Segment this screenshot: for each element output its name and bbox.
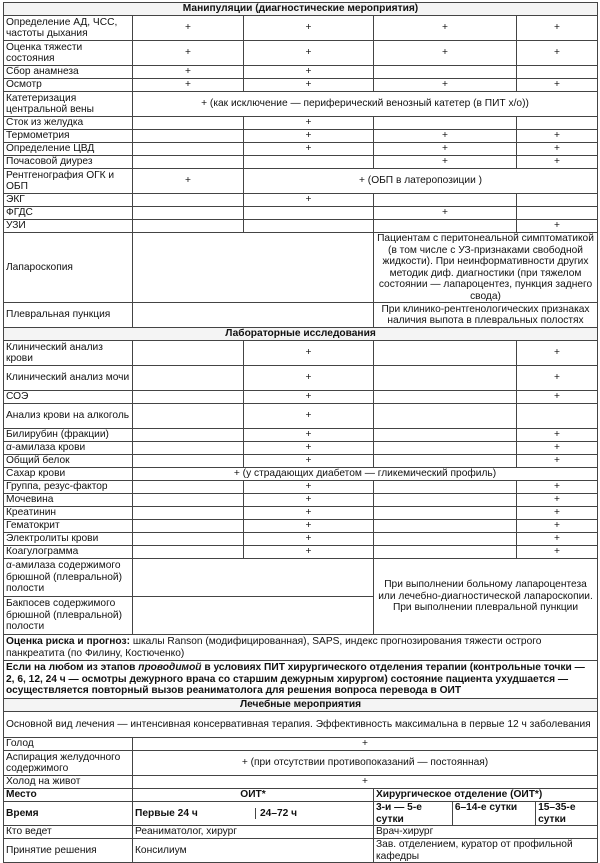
lab-row-name: Клинический анализ крови bbox=[4, 341, 133, 366]
manipulations-cell bbox=[517, 207, 598, 220]
lab-cell: + bbox=[244, 533, 374, 546]
lab-cell bbox=[374, 455, 517, 468]
lab-row bbox=[4, 442, 598, 455]
treatment-main: Основной вид лечения — интенсивная консервативная терапия. Эффективность максимальна в первые 12 ч заболевания bbox=[4, 712, 598, 738]
lab-cell bbox=[133, 481, 244, 494]
manipulations-row-name: Почасовой диурез bbox=[4, 156, 133, 169]
lab-cell bbox=[517, 404, 598, 429]
manipulations-row-name: Лапароскопия bbox=[4, 233, 133, 303]
manipulations-row bbox=[4, 169, 598, 194]
manipulations-cell bbox=[133, 117, 244, 130]
manipulations-cell bbox=[133, 194, 244, 207]
lab-row-name: Бакпосев содержимого брюшной (плевральной) полости bbox=[4, 597, 133, 635]
manipulations-cell: + bbox=[374, 143, 517, 156]
lab-cell bbox=[133, 533, 244, 546]
manipulations-row-name: Оценка тяжести состояния bbox=[4, 41, 133, 66]
footer-decision-surg: Зав. отделением, куратор от профильной кафедры bbox=[374, 839, 598, 863]
manipulations-row bbox=[4, 233, 598, 303]
risk-assessment bbox=[4, 635, 598, 661]
manipulations-cell bbox=[517, 194, 598, 207]
manipulations-cell bbox=[133, 156, 244, 169]
manipulations-row bbox=[4, 79, 598, 92]
manipulations-row-name: Термометрия bbox=[4, 130, 133, 143]
manipulations-row-name: УЗИ bbox=[4, 220, 133, 233]
lab-row bbox=[4, 468, 598, 481]
footer-time-3: 3-и — 5-е сутки bbox=[374, 802, 453, 825]
lab-row bbox=[4, 520, 598, 533]
lab-cell: + bbox=[244, 494, 374, 507]
lab-cell: + bbox=[517, 429, 598, 442]
manipulations-cell: + bbox=[244, 79, 374, 92]
manipulations-cell bbox=[374, 66, 517, 79]
lab-cell: + bbox=[517, 481, 598, 494]
treatment-row-name: Аспирация желудочного содержимого bbox=[4, 751, 133, 776]
section-header-treatment: Лечебные мероприятия bbox=[4, 699, 598, 712]
lab-cell: + bbox=[517, 366, 598, 391]
lab-cell bbox=[133, 366, 244, 391]
lab-cell bbox=[374, 429, 517, 442]
lab-cell: + bbox=[244, 520, 374, 533]
warning-note bbox=[4, 661, 598, 699]
manipulations-row bbox=[4, 220, 598, 233]
lab-row-name: Гематокрит bbox=[4, 520, 133, 533]
manipulations-cell-empty bbox=[133, 303, 374, 328]
lab-cell bbox=[133, 341, 244, 366]
lab-cell bbox=[133, 391, 244, 404]
lab-cell bbox=[374, 533, 517, 546]
manipulations-cell bbox=[374, 194, 517, 207]
treatment-row bbox=[4, 776, 598, 789]
manipulations-cell: + bbox=[517, 130, 598, 143]
lab-cell bbox=[133, 494, 244, 507]
lab-cell: + bbox=[244, 507, 374, 520]
lab-row-name: Клинический анализ мочи bbox=[4, 366, 133, 391]
lab-row bbox=[4, 533, 598, 546]
manipulations-row-name: Осмотр bbox=[4, 79, 133, 92]
manipulations-row-name: Катетеризация центральной вены bbox=[4, 92, 133, 117]
manipulations-row-span-value: + (как исключение — периферический венозный катетер (в ПИТ х/о)) bbox=[133, 92, 598, 117]
manipulations-row-name: Плевральная пункция bbox=[4, 303, 133, 328]
lab-row bbox=[4, 494, 598, 507]
manipulations-cell bbox=[133, 220, 244, 233]
manipulations-cell: + bbox=[244, 117, 374, 130]
lab-cell bbox=[374, 391, 517, 404]
manipulations-cell: + bbox=[374, 130, 517, 143]
manipulations-cell: + bbox=[374, 41, 517, 66]
lab-row-empty bbox=[133, 559, 374, 597]
lab-cell bbox=[374, 507, 517, 520]
lab-cell: + bbox=[517, 341, 598, 366]
treatment-row-value: + bbox=[133, 738, 598, 751]
lab-cell: + bbox=[517, 494, 598, 507]
footer-decision-oit: Консилиум bbox=[133, 839, 374, 863]
manipulations-cell bbox=[133, 143, 244, 156]
treatment-row-value: + bbox=[133, 776, 598, 789]
manipulations-cell: + bbox=[517, 79, 598, 92]
lab-cell: + bbox=[244, 546, 374, 559]
manipulations-cell: + bbox=[517, 16, 598, 41]
manipulations-cell: + bbox=[517, 143, 598, 156]
lab-extra-note: При выполнении больному лапароцентеза или лечебно-диагностической лапароскопии. При выполнении плевральной пункции bbox=[374, 559, 598, 635]
footer-decision-label: Принятие решения bbox=[4, 839, 133, 863]
lab-row-name: Билирубин (фракции) bbox=[4, 429, 133, 442]
manipulations-cell: + bbox=[374, 207, 517, 220]
manipulations-cell bbox=[133, 130, 244, 143]
footer-time-4: 6–14-е сутки bbox=[453, 802, 536, 825]
manipulations-row-span-value: При клинико-рентгенологических признаках наличия выпота в плевральных полостях bbox=[374, 303, 598, 328]
manipulations-cell: + bbox=[133, 41, 244, 66]
warning-part3: в условиях ПИТ хирургического отделения терапии (контрольные точки — 2, 6, 12, 24 ч — осмотры дежурного врача со старшим дежурным хирургом) состояние пациента ухудшается — осуществляется повторный вызов реаниматолога для решения вопроса перевода в ОИТ bbox=[6, 662, 585, 697]
manipulations-cell: + bbox=[374, 79, 517, 92]
footer-place-label: Место bbox=[4, 789, 133, 802]
manipulations-row bbox=[4, 303, 598, 328]
lab-cell bbox=[133, 404, 244, 429]
lab-cell bbox=[133, 455, 244, 468]
manipulations-cell: + bbox=[244, 41, 374, 66]
lab-cell: + bbox=[244, 341, 374, 366]
lab-row bbox=[4, 341, 598, 366]
lab-row-name: Коагулограмма bbox=[4, 546, 133, 559]
lab-row bbox=[4, 546, 598, 559]
manipulations-cell: + bbox=[244, 143, 374, 156]
lab-cell: + bbox=[244, 366, 374, 391]
manipulations-row bbox=[4, 143, 598, 156]
footer-who-oit: Реаниматолог, хирург bbox=[133, 826, 374, 839]
footer-who-surg: Врач-хирург bbox=[374, 826, 598, 839]
manipulations-cell bbox=[374, 220, 517, 233]
lab-row-name: СОЭ bbox=[4, 391, 133, 404]
manipulations-row-span-value: Пациентам с перитонеальной симптоматикой (в том числе с УЗ-признаками свободной жидкости). При неинформативности других методик диф. диагностики (при тяжелом состоянии — лапароцентез, пункция заднего свода) bbox=[374, 233, 598, 303]
manipulations-cell bbox=[517, 66, 598, 79]
manipulations-row bbox=[4, 156, 598, 169]
manipulations-cell: + bbox=[133, 169, 244, 194]
lab-cell: + bbox=[517, 455, 598, 468]
lab-cell: + bbox=[244, 455, 374, 468]
lab-cell: + bbox=[244, 429, 374, 442]
manipulations-cell bbox=[244, 220, 374, 233]
footer-oit: ОИТ* bbox=[133, 789, 374, 802]
manipulations-row-name: Определение ЦВД bbox=[4, 143, 133, 156]
section-header-manipulations: Манипуляции (диагностические мероприятия) bbox=[4, 3, 598, 16]
lab-cell: + bbox=[244, 391, 374, 404]
lab-cell: + bbox=[517, 507, 598, 520]
protocol-table bbox=[3, 2, 598, 863]
risk-label: Оценка риска и прогноз: bbox=[6, 636, 130, 647]
lab-cell: + bbox=[244, 404, 374, 429]
lab-row bbox=[4, 391, 598, 404]
manipulations-cell bbox=[374, 117, 517, 130]
lab-row bbox=[4, 366, 598, 391]
treatment-row-name: Холод на живот bbox=[4, 776, 133, 789]
lab-cell bbox=[374, 404, 517, 429]
section-header-lab: Лабораторные исследования bbox=[4, 328, 598, 341]
footer-time-1: Первые 24 ч bbox=[133, 808, 256, 820]
risk-text: шкалы Ranson (модифицированная), SAPS, индекс прогнозирования тяжести острого панкреатита (по Филину, Костюченко) bbox=[6, 636, 542, 659]
manipulations-cell bbox=[517, 117, 598, 130]
lab-row-name: α-амилаза крови bbox=[4, 442, 133, 455]
lab-cell bbox=[374, 494, 517, 507]
lab-cell: + bbox=[244, 481, 374, 494]
manipulations-row bbox=[4, 16, 598, 41]
manipulations-cell: + bbox=[374, 16, 517, 41]
treatment-row bbox=[4, 751, 598, 776]
lab-cell bbox=[133, 442, 244, 455]
lab-row-name: Креатинин bbox=[4, 507, 133, 520]
manipulations-row bbox=[4, 207, 598, 220]
manipulations-cell: + bbox=[517, 156, 598, 169]
warning-part1: Если на любом из этапов bbox=[6, 662, 139, 674]
manipulations-row-name: Сток из желудка bbox=[4, 117, 133, 130]
lab-row-name: Группа, резус-фактор bbox=[4, 481, 133, 494]
manipulations-cell: + bbox=[244, 16, 374, 41]
treatment-row bbox=[4, 738, 598, 751]
manipulations-row bbox=[4, 92, 598, 117]
lab-cell: + bbox=[517, 546, 598, 559]
lab-cell bbox=[133, 429, 244, 442]
warning-part2: проводимой bbox=[138, 662, 202, 674]
lab-cell: + bbox=[517, 391, 598, 404]
lab-row-name: Электролиты крови bbox=[4, 533, 133, 546]
lab-row bbox=[4, 455, 598, 468]
manipulations-cell: + bbox=[244, 194, 374, 207]
manipulations-cell bbox=[133, 207, 244, 220]
manipulations-row bbox=[4, 66, 598, 79]
lab-row-name: Сахар крови bbox=[4, 468, 133, 481]
manipulations-row bbox=[4, 41, 598, 66]
lab-cell bbox=[133, 546, 244, 559]
lab-cell bbox=[133, 507, 244, 520]
footer-time-label: Время bbox=[4, 802, 133, 826]
footer-time-5: 15–35-е сутки bbox=[538, 802, 576, 825]
manipulations-cell bbox=[244, 207, 374, 220]
manipulations-row-name: Определение АД, ЧСС, частоты дыхания bbox=[4, 16, 133, 41]
manipulations-cell: + bbox=[374, 156, 517, 169]
lab-cell bbox=[374, 366, 517, 391]
manipulations-cell-empty bbox=[133, 233, 374, 303]
manipulations-cell: + bbox=[244, 66, 374, 79]
lab-cell bbox=[374, 341, 517, 366]
lab-row-name: Общий белок bbox=[4, 455, 133, 468]
manipulations-row-name: Рентгенография ОГК и ОБП bbox=[4, 169, 133, 194]
lab-row-span-value: + (у страдающих диабетом — гликемический профиль) bbox=[133, 468, 598, 481]
lab-row-empty bbox=[133, 597, 374, 635]
manipulations-cell: + bbox=[133, 16, 244, 41]
lab-cell: + bbox=[244, 442, 374, 455]
lab-row-name: Мочевина bbox=[4, 494, 133, 507]
lab-cell bbox=[133, 520, 244, 533]
footer-oit-times bbox=[133, 802, 374, 826]
footer-who-label: Кто ведет bbox=[4, 826, 133, 839]
lab-cell bbox=[374, 481, 517, 494]
manipulations-cell: + bbox=[517, 220, 598, 233]
footer-time-2: 24–72 ч bbox=[260, 807, 298, 819]
manipulations-row-name: ЭКГ bbox=[4, 194, 133, 207]
manipulations-cell: + bbox=[133, 79, 244, 92]
lab-row bbox=[4, 404, 598, 429]
manipulations-cell: + bbox=[244, 130, 374, 143]
lab-cell bbox=[374, 546, 517, 559]
manipulations-row bbox=[4, 194, 598, 207]
treatment-row-value: + (при отсутствии противопоказаний — постоянная) bbox=[133, 751, 598, 776]
lab-row bbox=[4, 429, 598, 442]
manipulations-cell bbox=[244, 156, 374, 169]
lab-cell: + bbox=[517, 533, 598, 546]
lab-cell: + bbox=[517, 520, 598, 533]
lab-cell: + bbox=[517, 442, 598, 455]
manipulations-cell: + bbox=[133, 66, 244, 79]
footer-surg: Хирургическое отделение (ОИТ*) bbox=[374, 789, 598, 802]
lab-row-name: α-амилаза содержимого брюшной (плевральной) полости bbox=[4, 559, 133, 597]
lab-cell bbox=[374, 520, 517, 533]
manipulations-row-name: ФГДС bbox=[4, 207, 133, 220]
lab-row bbox=[4, 481, 598, 494]
manipulations-row-span-value: + (ОБП в латеропозиции ) bbox=[244, 169, 598, 194]
manipulations-row-name: Сбор анамнеза bbox=[4, 66, 133, 79]
manipulations-row bbox=[4, 130, 598, 143]
manipulations-row bbox=[4, 117, 598, 130]
lab-row bbox=[4, 507, 598, 520]
manipulations-cell: + bbox=[517, 41, 598, 66]
lab-cell bbox=[374, 442, 517, 455]
footer-surg-times bbox=[374, 802, 598, 826]
lab-row-name: Анализ крови на алкоголь bbox=[4, 404, 133, 429]
treatment-row-name: Голод bbox=[4, 738, 133, 751]
